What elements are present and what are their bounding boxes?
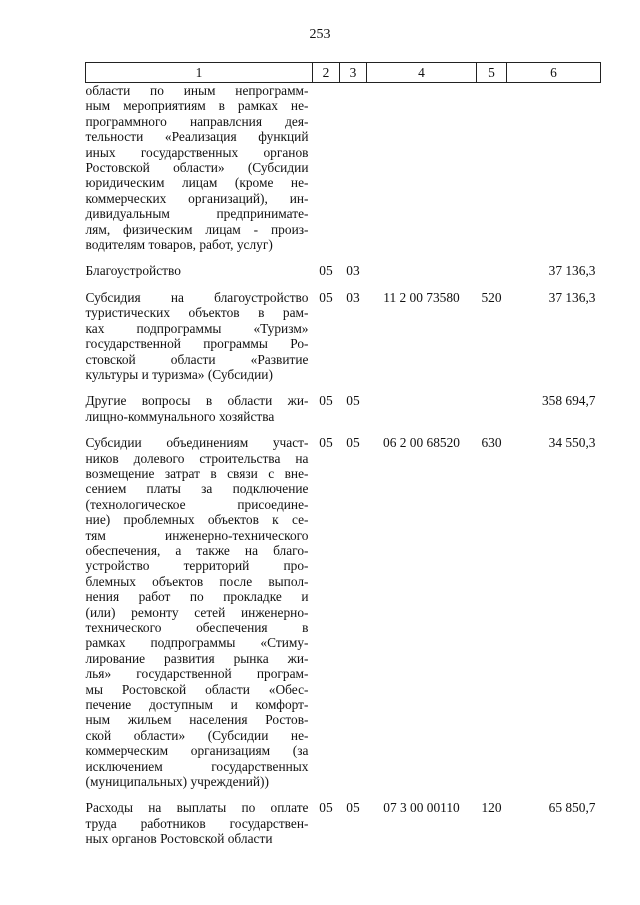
row-description [86, 435, 313, 800]
description-line: нения работ по прокладке и [85, 589, 309, 605]
description-line: коммерческих организаций), ин- [85, 190, 309, 206]
table-row [86, 263, 601, 289]
description-line: Субсидии объединениям участ- [85, 435, 309, 451]
description-line: (или) ремонту сетей инженерно- [85, 604, 309, 620]
table-row [86, 800, 601, 857]
row-target-code: 11 2 00 73580 [383, 289, 460, 305]
description-line: сением платы за подключение [85, 481, 309, 497]
row-section [313, 83, 340, 264]
row-amount: 34 550,3 [548, 435, 596, 451]
description-line: дивидуальным предпринимате- [85, 206, 309, 222]
description-line: лирование развития рынка жи- [85, 650, 309, 666]
description-line: ние) проблемных объектов к се- [85, 512, 309, 528]
description-line: коммерческим организациям (за [85, 743, 309, 759]
row-section: 05 [319, 800, 333, 816]
row-target-code: 07 3 00 00110 [383, 800, 460, 816]
description-line: рамках подпрограммы «Стиму- [85, 635, 309, 651]
description-line: ных органов Ростовской области [85, 831, 273, 847]
description-line: возмещение затрат в связи с вне- [85, 465, 309, 481]
row-expense-type: 520 [481, 289, 502, 305]
row-section: 05 [319, 435, 333, 451]
description-line: Расходы на выплаты по оплате [85, 800, 309, 816]
description-line: лья» государственной програм- [85, 666, 309, 682]
page-number: 253 [309, 27, 331, 42]
row-subsection: 03 [346, 289, 360, 305]
row-amount: 358 694,7 [541, 393, 596, 409]
table-row [86, 393, 601, 435]
description-line: туристических объектов в рам- [85, 305, 309, 321]
description-line: иных государственных органов [85, 144, 309, 160]
description-line: ным мероприятиям в рамках не- [85, 98, 309, 114]
description-line: (технологическое присоедине- [85, 496, 309, 512]
row-target-code: 06 2 00 68520 [383, 435, 460, 451]
description-line: ках подпрограммы «Туризм» [85, 320, 309, 336]
row-subsection: 03 [346, 263, 360, 279]
row-description [86, 393, 313, 435]
row-expense-type [477, 393, 507, 435]
row-description [86, 800, 313, 857]
row-expense-type [477, 83, 507, 264]
row-section: 05 [319, 289, 333, 305]
description-line: блемных объектов после выпол- [85, 573, 309, 589]
description-line: технического обеспечения в [85, 620, 309, 635]
table-row [86, 435, 601, 800]
header-col-6: 6 [507, 63, 601, 83]
description-line: устройство территорий про- [85, 558, 309, 574]
description-line: тельности «Реализация функций [85, 129, 309, 145]
description-line: ников долевого строительства на [85, 450, 309, 466]
description-line: ской области» (Субсидии не- [85, 727, 309, 743]
row-expense-type [477, 263, 507, 289]
description-line: ным жильем населения Ростов- [85, 712, 309, 728]
description-line: стовской области «Развитие [85, 351, 309, 367]
description-line: программного направлсния дея- [85, 113, 309, 129]
row-section: 05 [319, 263, 333, 279]
description-line: Благоустройство [85, 263, 181, 279]
description-line: юридическим лицам (кроме не- [85, 175, 309, 191]
description-line: исключением государственных [85, 758, 309, 774]
row-description [86, 290, 313, 393]
row-section: 05 [319, 393, 333, 409]
row-subsection: 05 [346, 393, 360, 409]
row-target-code [367, 83, 477, 264]
header-col-5: 5 [477, 63, 507, 83]
header-row [86, 63, 601, 83]
description-line: культуры и туризма» (Субсидии) [85, 366, 273, 382]
row-target-code [367, 393, 477, 435]
row-expense-type: 630 [481, 435, 502, 451]
description-line: Ростовской области» (Субсидии [85, 160, 309, 176]
header-col-4: 4 [367, 63, 477, 83]
description-line: государственной программы Ро- [85, 336, 309, 352]
row-description [86, 83, 313, 264]
description-line: (муниципальных) учреждений)) [85, 774, 269, 790]
table-row [86, 83, 601, 264]
description-line: тям инженерно-технического [85, 527, 309, 543]
table-row [86, 290, 601, 393]
table-body [86, 83, 601, 858]
row-amount: 37 136,3 [548, 289, 596, 305]
row-amount: 37 136,3 [548, 263, 596, 279]
header-col-1: 1 [86, 63, 313, 83]
description-line: лям, физическим лицам - произ- [85, 221, 309, 237]
row-target-code [367, 263, 477, 289]
description-line: труда работников государствен- [85, 815, 309, 831]
row-subsection [340, 83, 367, 264]
header-col-2: 2 [313, 63, 340, 83]
row-subsection: 05 [346, 800, 360, 816]
description-line: Субсидия на благоустройство [85, 289, 309, 305]
description-line: печение доступным и комфорт- [85, 697, 309, 713]
description-line: Другие вопросы в области жи- [85, 393, 309, 409]
description-line: области по иным непрограмм- [85, 83, 309, 98]
description-line: водителям товаров, работ, услуг) [85, 237, 273, 253]
row-subsection: 05 [346, 435, 360, 451]
row-description [86, 263, 313, 289]
row-amount: 65 850,7 [548, 800, 596, 816]
budget-table [85, 62, 601, 858]
header-col-3: 3 [340, 63, 367, 83]
description-line: мы Ростовской области «Обес- [85, 681, 309, 697]
description-line: лищно-коммунального хозяйства [85, 408, 275, 424]
row-expense-type: 120 [481, 800, 502, 816]
description-line: обеспечения, а также на благо- [85, 542, 309, 558]
row-amount [507, 83, 601, 264]
